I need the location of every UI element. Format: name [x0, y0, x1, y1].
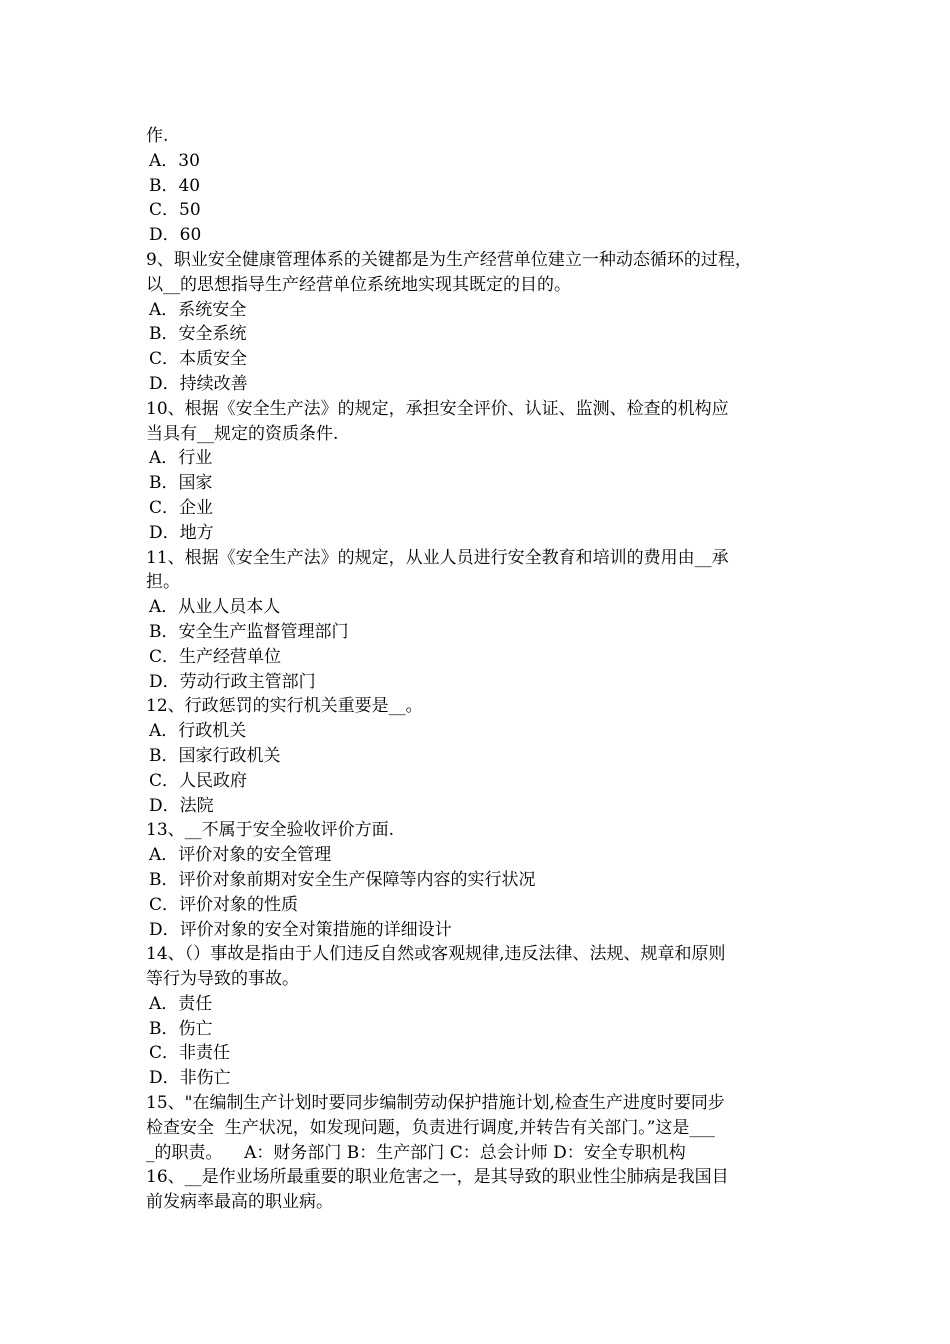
answer-option: B．国家行政机关 [149, 745, 281, 766]
answer-option: C．评价对象的性质 [149, 894, 299, 915]
question-text-line: 前发病率最高的职业病。 [146, 1192, 333, 1213]
question-text-line: 13、__不属于安全验收评价方面. [146, 820, 395, 841]
answer-option: A．系统安全 [149, 299, 247, 320]
answer-option: C．本质安全 [149, 349, 248, 370]
answer-option: A．行业 [149, 448, 213, 469]
answer-option: A．责任 [149, 993, 213, 1014]
answer-option: D．持续改善 [149, 373, 248, 394]
question-text-line: 14、（）事故是指由于人们违反自然或客观规律,违反法律、法规、规章和原则 [146, 944, 726, 965]
answer-option: C．50 [149, 200, 201, 221]
answer-option: D．地方 [149, 522, 214, 543]
question-text-line: 作. [146, 126, 169, 146]
question-text-line: _的职责。 A：财务部门 B：生产部门 C：总会计师 D：安全专职机构 [146, 1142, 686, 1163]
question-text-line: 9、职业安全健康管理体系的关键都是为生产经营单位建立一种动态循环的过程， [146, 249, 752, 270]
question-text-line: 11、根据《安全生产法》的规定，从业人员进行安全教育和培训的费用由__承 [146, 547, 729, 568]
answer-option: A．30 [149, 150, 200, 171]
answer-option: D．法院 [149, 795, 214, 816]
question-text-line: 10、根据《安全生产法》的规定，承担安全评价、认证、监测、检查的机构应 [146, 398, 729, 419]
answer-option: B．评价对象前期对安全生产保障等内容的实行状况 [149, 869, 536, 890]
answer-option: A．评价对象的安全管理 [149, 845, 332, 866]
question-text-line: 以__的思想指导生产经营单位系统地实现其既定的目的。 [146, 274, 571, 295]
answer-option: C．企业 [149, 497, 214, 518]
question-text-line: 担。 [146, 572, 180, 593]
question-text-line: 12、行政惩罚的实行机关重要是__。 [146, 696, 423, 717]
answer-option: C．生产经营单位 [149, 646, 282, 667]
answer-option: B．安全生产监督管理部门 [149, 621, 349, 642]
answer-option: D．评价对象的安全对策措施的详细设计 [149, 919, 452, 940]
answer-option: B．国家 [149, 473, 213, 494]
question-text-line: 等行为导致的事故。 [146, 969, 299, 990]
answer-option: C．人民政府 [149, 770, 248, 791]
answer-option: B．40 [149, 175, 201, 196]
document-page [146, 124, 816, 1215]
answer-option: B．伤亡 [149, 1018, 213, 1039]
answer-option: A．从业人员本人 [149, 597, 281, 618]
answer-option: B．安全系统 [149, 324, 247, 345]
answer-option: D．60 [149, 225, 202, 246]
answer-option: A．行政机关 [149, 721, 247, 742]
question-text-line: 当具有__规定的资质条件. [146, 423, 339, 444]
question-text-line: 16、__是作业场所最重要的职业危害之一，是其导致的职业性尘肺病是我国目 [146, 1167, 729, 1188]
question-text-line: 检查安全 生产状况，如发现问题，负责进行调度,并转告有关部门。”这是___ [146, 1117, 715, 1138]
answer-option: D．非伤亡 [149, 1068, 231, 1089]
answer-option: C．非责任 [149, 1043, 231, 1064]
answer-option: D．劳动行政主管部门 [149, 671, 316, 692]
question-text-line: 15、"在编制生产计划时要同步编制劳动保护措施计划,检查生产进度时要同步 [146, 1093, 725, 1114]
